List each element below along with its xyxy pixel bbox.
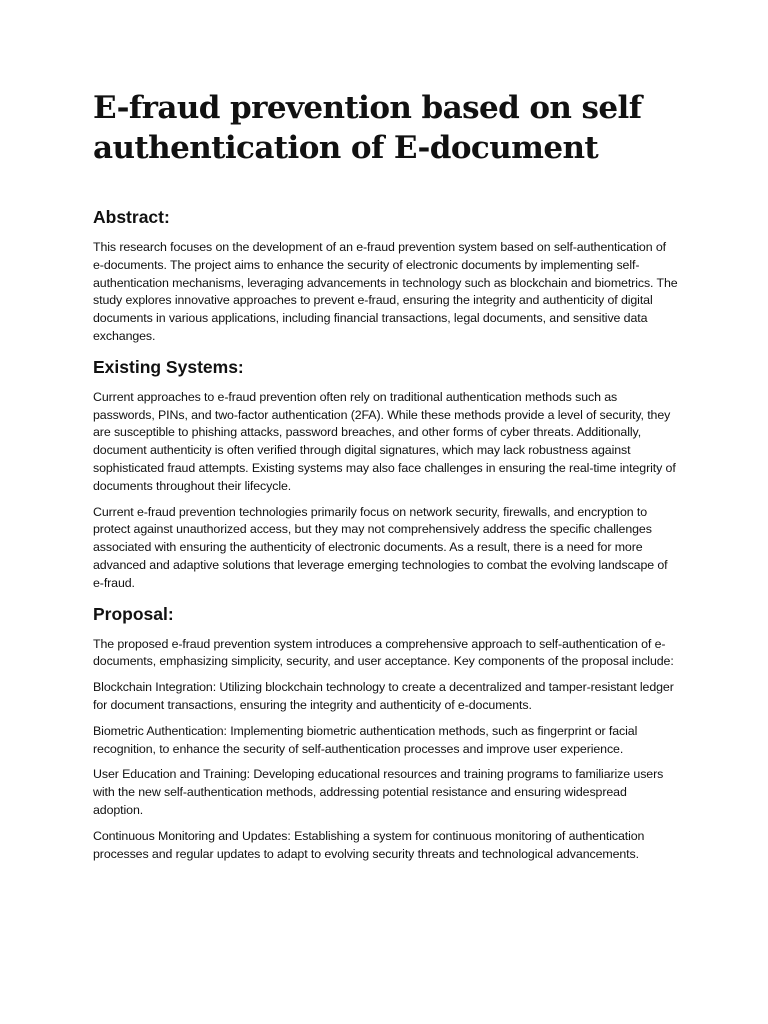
proposal-biometric-paragraph: Biometric Authentication: Implementing biometric authentication methods, such as fingerprint or facial recognition, to enhance the security of self-authentication processes and improve user experience. [93, 723, 638, 756]
proposal-blockchain-paragraph: Blockchain Integration: Utilizing blockchain technology to create a decentralized and tamper-resistant ledger for document transactions, ensuring the integrity and authenticity of e-documents. [93, 680, 674, 712]
document-page [93, 88, 678, 873]
proposal-heading: Proposal: [93, 603, 174, 624]
proposal-section [93, 603, 678, 864]
proposal-monitoring-paragraph: Continuous Monitoring and Updates: Establishing a system for continuous monitoring of authentication processes and regular updates to adapt to evolving security threats and technological advancements. [93, 828, 645, 861]
existing-systems-heading: Existing Systems: [93, 356, 244, 377]
abstract-heading: Abstract: [93, 207, 170, 227]
existing-systems-paragraph-2: Current e-fraud prevention technologies primarily focus on network security, firewalls, and encryption to protect against unauthorized access, but they may not comprehensively address the specific challenges associated with ensuring the authenticity of electronic documents. As a result, there is a need for more advanced and adaptive solutions that leverage emerging technologies to combat the evolving landscape of e-fraud. [93, 504, 668, 590]
existing-systems-paragraph-1: Current approaches to e-fraud prevention often rely on traditional authentication methods such as passwords, PINs, and two-factor authentication (2FA). While these methods provide a level of security, they are susceptible to phishing attacks, password breaches, and other forms of cyber threats. Additionally, document authenticity is often verified through digital signatures, which may lack robustness against sophisticated fraud attempts. Existing systems may also face challenges in ensuring the real-time integrity of documents throughout their lifecycle. [93, 389, 676, 493]
abstract-section [93, 206, 678, 346]
document-title: E-fraud prevention based on self authentication of E-document [93, 90, 642, 166]
proposal-education-paragraph: User Education and Training: Developing educational resources and training programs to familiarize users with the new self-authentication methods, addressing potential resistance and ensuring widespread adoption. [93, 767, 664, 817]
proposal-intro-paragraph: The proposed e-fraud prevention system introduces a comprehensive approach to self-authentication of e-documents, emphasizing simplicity, security, and user acceptance. Key components of the proposal include: [93, 636, 674, 669]
existing-systems-section [93, 356, 678, 593]
abstract-paragraph: This research focuses on the development of an e-fraud prevention system based on self-authentication of e-documents. The project aims to enhance the security of electronic documents by implementing self-authentication mechanisms, leveraging advancements in technology such as blockchain and biometrics. The study explores innovative approaches to prevent e-fraud, ensuring the integrity and authenticity of digital documents in various applications, including financial transactions, legal documents, and sensitive data exchanges. [93, 240, 678, 343]
